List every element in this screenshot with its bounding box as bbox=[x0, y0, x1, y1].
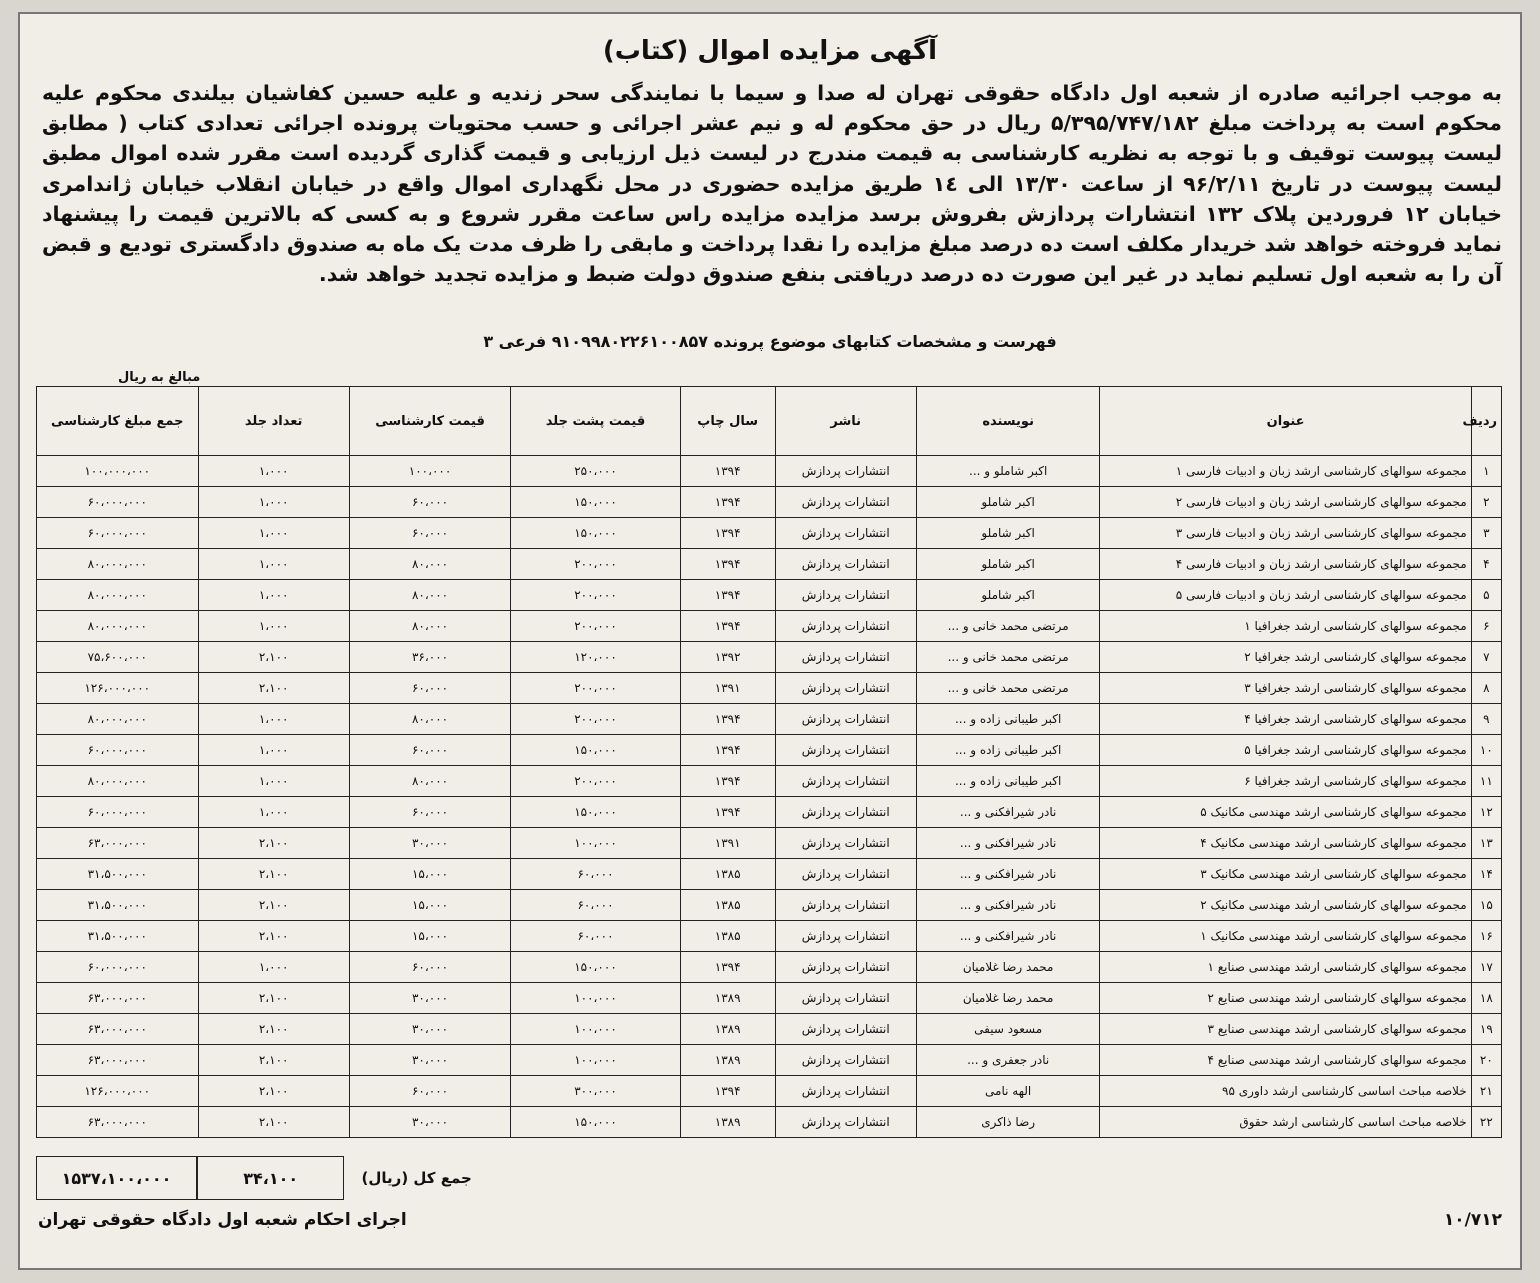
cell-total: ۶۰،۰۰۰،۰۰۰ bbox=[37, 952, 199, 983]
table-row bbox=[37, 766, 1502, 797]
cell-title: خلاصه مباحث اساسی کارشناسی ارشد حقوق bbox=[1100, 1107, 1471, 1138]
cell-row: ۱۳ bbox=[1471, 828, 1501, 859]
cell-title: مجموعه سوالهای کارشناسی ارشد زبان و ادبیات فارسی ۳ bbox=[1100, 518, 1471, 549]
cell-author: مسعود سیفی bbox=[916, 1014, 1100, 1045]
cell-year: ۱۳۹۴ bbox=[680, 549, 775, 580]
cell-cover-price: ۲۰۰،۰۰۰ bbox=[511, 549, 681, 580]
cell-volumes: ۲،۱۰۰ bbox=[198, 642, 349, 673]
header-publisher: ناشر bbox=[775, 387, 916, 456]
cell-volumes: ۱،۰۰۰ bbox=[198, 766, 349, 797]
cell-row: ۱ bbox=[1471, 456, 1501, 487]
cell-publisher: انتشارات پردازش bbox=[775, 797, 916, 828]
cell-publisher: انتشارات پردازش bbox=[775, 1014, 916, 1045]
cell-publisher: انتشارات پردازش bbox=[775, 549, 916, 580]
cell-total: ۳۱،۵۰۰،۰۰۰ bbox=[37, 859, 199, 890]
cell-volumes: ۱،۰۰۰ bbox=[198, 611, 349, 642]
cell-author: اکبر شاملو و ... bbox=[916, 456, 1100, 487]
cell-volumes: ۲،۱۰۰ bbox=[198, 1107, 349, 1138]
cell-volumes: ۲،۱۰۰ bbox=[198, 921, 349, 952]
cell-row: ۹ bbox=[1471, 704, 1501, 735]
cell-total: ۷۵،۶۰۰،۰۰۰ bbox=[37, 642, 199, 673]
cell-expert-price: ۱۵،۰۰۰ bbox=[349, 859, 510, 890]
cell-publisher: انتشارات پردازش bbox=[775, 518, 916, 549]
notice-body: به موجب اجرائیه صادره از شعبه اول دادگاه حقوقی تهران له صدا و سیما با نمایندگی سحر زندیه و علیه حسین کفاشیان بیلندی محکوم علیه محکوم است به پرداخت مبلغ ۵/۳۹۵/۷۴۷/۱۸۲ ریال در حق محکوم له و نیم عشر اجرائی و حسب محتویات پرونده اجرائی تعدادی کتاب ( مطابق لیست پیوست توقیف و با توجه به نظریه کارشناسی به قیمت مندرج در لیست ذیل ارزیابی و قیمت گذاری گردیده است مقرر شده اموال مطبق لیست پیوست در تاریخ ۹۶/۲/۱۱ از ساعت ۱۳/۳۰ الی ۱٤ طریق مزایده حضوری در محل نگهداری اموال واقع در خیابان انقلاب خیابان ژاندامری خیابان ۱۲ فروردین پلاک ۱۳۲ انتشارات پردازش بفروش برسد مزایده مزایده راس ساعت مقرر شروع و به کسی که بالاترین قیمت را پیشنهاد نماید فروخته خواهد شد خریدار مکلف است ده درصد مبلغ مزایده را نقدا پرداخت و مابقی را ظرف مدت یک ماه به صندوق دادگستری تودیع و قبض آن را به شعبه اول تسلیم نماید در غیر این صورت ده درصد دریافتی بنفع صندوق دولت ضبط و مزایده تجدید خواهد شد. bbox=[42, 81, 1502, 287]
cell-cover-price: ۲۰۰،۰۰۰ bbox=[511, 704, 681, 735]
cell-publisher: انتشارات پردازش bbox=[775, 859, 916, 890]
cell-expert-price: ۳۰،۰۰۰ bbox=[349, 1014, 510, 1045]
header-expert-price: قیمت کارشناسی bbox=[349, 387, 510, 456]
cell-expert-price: ۶۰،۰۰۰ bbox=[349, 487, 510, 518]
cell-publisher: انتشارات پردازش bbox=[775, 704, 916, 735]
cell-total: ۶۳،۰۰۰،۰۰۰ bbox=[37, 1045, 199, 1076]
cell-author: رضا ذاکری bbox=[916, 1107, 1100, 1138]
table-row bbox=[37, 487, 1502, 518]
cell-year: ۱۳۹۴ bbox=[680, 735, 775, 766]
cell-expert-price: ۸۰،۰۰۰ bbox=[349, 704, 510, 735]
notice-code: ۱۰/۷۱۲ bbox=[1443, 1210, 1502, 1230]
table-row bbox=[37, 673, 1502, 704]
cell-author: اکبر شاملو bbox=[916, 580, 1100, 611]
table-row bbox=[37, 921, 1502, 952]
cell-author: نادر شیرافکنی و ... bbox=[916, 890, 1100, 921]
cell-volumes: ۱،۰۰۰ bbox=[198, 487, 349, 518]
cell-total: ۳۱،۵۰۰،۰۰۰ bbox=[37, 890, 199, 921]
cell-cover-price: ۱۵۰،۰۰۰ bbox=[511, 487, 681, 518]
cell-author: نادر شیرافکنی و ... bbox=[916, 921, 1100, 952]
cell-cover-price: ۲۰۰،۰۰۰ bbox=[511, 611, 681, 642]
cell-expert-price: ۱۰۰،۰۰۰ bbox=[349, 456, 510, 487]
table-row bbox=[37, 704, 1502, 735]
cell-year: ۱۳۸۹ bbox=[680, 983, 775, 1014]
cell-year: ۱۳۹۴ bbox=[680, 952, 775, 983]
cell-total: ۶۳،۰۰۰،۰۰۰ bbox=[37, 983, 199, 1014]
cell-expert-price: ۶۰،۰۰۰ bbox=[349, 735, 510, 766]
cell-cover-price: ۱۰۰،۰۰۰ bbox=[511, 1045, 681, 1076]
cell-row: ۵ bbox=[1471, 580, 1501, 611]
totals-row bbox=[36, 1156, 481, 1200]
cell-publisher: انتشارات پردازش bbox=[775, 642, 916, 673]
cell-total: ۸۰،۰۰۰،۰۰۰ bbox=[37, 611, 199, 642]
cell-cover-price: ۲۵۰،۰۰۰ bbox=[511, 456, 681, 487]
table-row bbox=[37, 1045, 1502, 1076]
cell-author: اکبر شاملو bbox=[916, 518, 1100, 549]
cell-total: ۱۰۰،۰۰۰،۰۰۰ bbox=[37, 456, 199, 487]
cell-title: مجموعه سوالهای کارشناسی ارشد جغرافیا ۳ bbox=[1100, 673, 1471, 704]
cell-author: مرتضی محمد خانی و ... bbox=[916, 642, 1100, 673]
cell-volumes: ۱،۰۰۰ bbox=[198, 797, 349, 828]
table-row bbox=[37, 642, 1502, 673]
cell-volumes: ۱،۰۰۰ bbox=[198, 549, 349, 580]
notice-title: آگهی مزایده اموال (کتاب) bbox=[602, 36, 938, 66]
cell-volumes: ۱،۰۰۰ bbox=[198, 518, 349, 549]
cell-total: ۶۳،۰۰۰،۰۰۰ bbox=[37, 1107, 199, 1138]
cell-year: ۱۳۹۱ bbox=[680, 673, 775, 704]
cell-title: مجموعه سوالهای کارشناسی ارشد زبان و ادبیات فارسی ۲ bbox=[1100, 487, 1471, 518]
cell-title: مجموعه سوالهای کارشناسی ارشد مهندسی مکانیک ۵ bbox=[1100, 797, 1471, 828]
table-row bbox=[37, 1076, 1502, 1107]
table-header-row bbox=[37, 387, 1502, 456]
cell-volumes: ۲،۱۰۰ bbox=[198, 890, 349, 921]
cell-expert-price: ۶۰،۰۰۰ bbox=[349, 952, 510, 983]
cell-title: مجموعه سوالهای کارشناسی ارشد مهندسی مکانیک ۲ bbox=[1100, 890, 1471, 921]
cell-expert-price: ۶۰،۰۰۰ bbox=[349, 797, 510, 828]
cell-year: ۱۳۹۱ bbox=[680, 828, 775, 859]
cell-total: ۶۳،۰۰۰،۰۰۰ bbox=[37, 828, 199, 859]
cell-author: اکبر شاملو bbox=[916, 549, 1100, 580]
cell-year: ۱۳۹۴ bbox=[680, 611, 775, 642]
table-caption: فهرست و مشخصات کتابهای موضوع پرونده ۹۱۰۹۹۸۰۲۲۶۱۰۰۸۵۷ فرعی ۳ bbox=[483, 332, 1057, 351]
cell-expert-price: ۸۰،۰۰۰ bbox=[349, 580, 510, 611]
cell-cover-price: ۲۰۰،۰۰۰ bbox=[511, 766, 681, 797]
cell-publisher: انتشارات پردازش bbox=[775, 921, 916, 952]
cell-row: ۱۱ bbox=[1471, 766, 1501, 797]
notice-page bbox=[18, 12, 1522, 1270]
cell-row: ۱۹ bbox=[1471, 1014, 1501, 1045]
currency-note: مبالغ به ریال bbox=[118, 370, 201, 385]
cell-expert-price: ۶۰،۰۰۰ bbox=[349, 518, 510, 549]
cell-expert-price: ۸۰،۰۰۰ bbox=[349, 549, 510, 580]
cell-expert-price: ۳۰،۰۰۰ bbox=[349, 1107, 510, 1138]
cell-total: ۶۳،۰۰۰،۰۰۰ bbox=[37, 1014, 199, 1045]
table-row bbox=[37, 952, 1502, 983]
table-row bbox=[37, 797, 1502, 828]
cell-total: ۳۱،۵۰۰،۰۰۰ bbox=[37, 921, 199, 952]
header-title: عنوان bbox=[1100, 387, 1471, 456]
cell-cover-price: ۱۲۰،۰۰۰ bbox=[511, 642, 681, 673]
cell-author: اکبر طیبانی زاده و ... bbox=[916, 735, 1100, 766]
table-row bbox=[37, 828, 1502, 859]
cell-publisher: انتشارات پردازش bbox=[775, 952, 916, 983]
cell-author: الهه نامی bbox=[916, 1076, 1100, 1107]
cell-title: مجموعه سوالهای کارشناسی ارشد زبان و ادبیات فارسی ۴ bbox=[1100, 549, 1471, 580]
cell-row: ۲۲ bbox=[1471, 1107, 1501, 1138]
cell-author: اکبر طیبانی زاده و ... bbox=[916, 766, 1100, 797]
table-row bbox=[37, 580, 1502, 611]
cell-publisher: انتشارات پردازش bbox=[775, 1076, 916, 1107]
cell-cover-price: ۲۰۰،۰۰۰ bbox=[511, 673, 681, 704]
table-row bbox=[37, 1107, 1502, 1138]
cell-publisher: انتشارات پردازش bbox=[775, 828, 916, 859]
cell-year: ۱۳۹۴ bbox=[680, 797, 775, 828]
cell-author: محمد رضا غلامیان bbox=[916, 983, 1100, 1014]
cell-author: نادر شیرافکنی و ... bbox=[916, 797, 1100, 828]
cell-year: ۱۳۹۴ bbox=[680, 766, 775, 797]
table-row bbox=[37, 611, 1502, 642]
cell-title: خلاصه مباحث اساسی کارشناسی ارشد داوری ۹۵ bbox=[1100, 1076, 1471, 1107]
cell-volumes: ۱،۰۰۰ bbox=[198, 456, 349, 487]
table-row bbox=[37, 549, 1502, 580]
cell-author: نادر جعفری و ... bbox=[916, 1045, 1100, 1076]
header-volumes: تعداد جلد bbox=[198, 387, 349, 456]
cell-total: ۱۲۶،۰۰۰،۰۰۰ bbox=[37, 673, 199, 704]
cell-author: مرتضی محمد خانی و ... bbox=[916, 673, 1100, 704]
cell-total: ۱۲۶،۰۰۰،۰۰۰ bbox=[37, 1076, 199, 1107]
cell-year: ۱۳۹۲ bbox=[680, 642, 775, 673]
cell-expert-price: ۶۰،۰۰۰ bbox=[349, 673, 510, 704]
cell-cover-price: ۱۵۰،۰۰۰ bbox=[511, 735, 681, 766]
cell-publisher: انتشارات پردازش bbox=[775, 487, 916, 518]
total-label: جمع کل (ریال) bbox=[361, 1169, 472, 1187]
cell-expert-price: ۸۰،۰۰۰ bbox=[349, 766, 510, 797]
header-year: سال چاپ bbox=[680, 387, 775, 456]
table-body bbox=[37, 456, 1502, 1138]
table-row bbox=[37, 518, 1502, 549]
cell-total: ۶۰،۰۰۰،۰۰۰ bbox=[37, 735, 199, 766]
cell-year: ۱۳۸۵ bbox=[680, 859, 775, 890]
header-cover-price: قیمت پشت جلد bbox=[511, 387, 681, 456]
cell-row: ۱۸ bbox=[1471, 983, 1501, 1014]
cell-cover-price: ۱۵۰،۰۰۰ bbox=[511, 518, 681, 549]
cell-year: ۱۳۹۴ bbox=[680, 580, 775, 611]
header-row-number: ردیف bbox=[1471, 387, 1501, 456]
books-table bbox=[36, 386, 1502, 1138]
cell-cover-price: ۱۰۰،۰۰۰ bbox=[511, 983, 681, 1014]
total-volumes: ۳۴،۱۰۰ bbox=[197, 1156, 344, 1200]
cell-title: مجموعه سوالهای کارشناسی ارشد جغرافیا ۶ bbox=[1100, 766, 1471, 797]
cell-total: ۶۰،۰۰۰،۰۰۰ bbox=[37, 797, 199, 828]
cell-author: نادر شیرافکنی و ... bbox=[916, 859, 1100, 890]
cell-year: ۱۳۹۴ bbox=[680, 487, 775, 518]
cell-author: اکبر شاملو bbox=[916, 487, 1100, 518]
cell-year: ۱۳۸۹ bbox=[680, 1045, 775, 1076]
cell-expert-price: ۳۰،۰۰۰ bbox=[349, 1045, 510, 1076]
table-row bbox=[37, 859, 1502, 890]
cell-volumes: ۲،۱۰۰ bbox=[198, 673, 349, 704]
cell-volumes: ۱،۰۰۰ bbox=[198, 580, 349, 611]
cell-publisher: انتشارات پردازش bbox=[775, 735, 916, 766]
cell-row: ۱۶ bbox=[1471, 921, 1501, 952]
cell-publisher: انتشارات پردازش bbox=[775, 580, 916, 611]
cell-publisher: انتشارات پردازش bbox=[775, 611, 916, 642]
cell-title: مجموعه سوالهای کارشناسی ارشد مهندسی صنایع ۴ bbox=[1100, 1045, 1471, 1076]
cell-year: ۱۳۸۹ bbox=[680, 1107, 775, 1138]
cell-author: نادر شیرافکنی و ... bbox=[916, 828, 1100, 859]
cell-expert-price: ۳۰،۰۰۰ bbox=[349, 983, 510, 1014]
cell-cover-price: ۱۰۰،۰۰۰ bbox=[511, 828, 681, 859]
total-amount: ۱۵۳۷،۱۰۰،۰۰۰ bbox=[36, 1156, 197, 1200]
cell-year: ۱۳۹۴ bbox=[680, 518, 775, 549]
cell-volumes: ۲،۱۰۰ bbox=[198, 1014, 349, 1045]
cell-cover-price: ۳۰۰،۰۰۰ bbox=[511, 1076, 681, 1107]
cell-total: ۶۰،۰۰۰،۰۰۰ bbox=[37, 487, 199, 518]
cell-row: ۱۵ bbox=[1471, 890, 1501, 921]
cell-publisher: انتشارات پردازش bbox=[775, 673, 916, 704]
cell-expert-price: ۶۰،۰۰۰ bbox=[349, 1076, 510, 1107]
cell-publisher: انتشارات پردازش bbox=[775, 983, 916, 1014]
cell-year: ۱۳۸۹ bbox=[680, 1014, 775, 1045]
cell-title: مجموعه سوالهای کارشناسی ارشد جغرافیا ۱ bbox=[1100, 611, 1471, 642]
cell-cover-price: ۶۰،۰۰۰ bbox=[511, 890, 681, 921]
cell-cover-price: ۲۰۰،۰۰۰ bbox=[511, 580, 681, 611]
cell-volumes: ۱،۰۰۰ bbox=[198, 952, 349, 983]
cell-expert-price: ۱۵،۰۰۰ bbox=[349, 890, 510, 921]
cell-volumes: ۲،۱۰۰ bbox=[198, 1076, 349, 1107]
cell-year: ۱۳۸۵ bbox=[680, 921, 775, 952]
cell-volumes: ۲،۱۰۰ bbox=[198, 828, 349, 859]
cell-title: مجموعه سوالهای کارشناسی ارشد زبان و ادبیات فارسی ۱ bbox=[1100, 456, 1471, 487]
cell-cover-price: ۱۵۰،۰۰۰ bbox=[511, 797, 681, 828]
cell-total: ۸۰،۰۰۰،۰۰۰ bbox=[37, 766, 199, 797]
cell-total: ۶۰،۰۰۰،۰۰۰ bbox=[37, 518, 199, 549]
cell-total: ۸۰،۰۰۰،۰۰۰ bbox=[37, 704, 199, 735]
cell-row: ۳ bbox=[1471, 518, 1501, 549]
cell-row: ۱۰ bbox=[1471, 735, 1501, 766]
table-row bbox=[37, 890, 1502, 921]
cell-year: ۱۳۸۵ bbox=[680, 890, 775, 921]
cell-row: ۱۴ bbox=[1471, 859, 1501, 890]
cell-author: اکبر طیبانی زاده و ... bbox=[916, 704, 1100, 735]
cell-row: ۱۲ bbox=[1471, 797, 1501, 828]
cell-publisher: انتشارات پردازش bbox=[775, 1045, 916, 1076]
cell-title: مجموعه سوالهای کارشناسی ارشد زبان و ادبیات فارسی ۵ bbox=[1100, 580, 1471, 611]
cell-expert-price: ۳۰،۰۰۰ bbox=[349, 828, 510, 859]
cell-total: ۸۰،۰۰۰،۰۰۰ bbox=[37, 580, 199, 611]
table-row bbox=[37, 456, 1502, 487]
cell-author: محمد رضا غلامیان bbox=[916, 952, 1100, 983]
cell-publisher: انتشارات پردازش bbox=[775, 766, 916, 797]
cell-author: مرتضی محمد خانی و ... bbox=[916, 611, 1100, 642]
header-author: نویسنده bbox=[916, 387, 1100, 456]
header-total: جمع مبلغ کارشناسی bbox=[37, 387, 199, 456]
cell-row: ۱۷ bbox=[1471, 952, 1501, 983]
cell-cover-price: ۶۰،۰۰۰ bbox=[511, 859, 681, 890]
table-row bbox=[37, 1014, 1502, 1045]
cell-volumes: ۱،۰۰۰ bbox=[198, 735, 349, 766]
cell-row: ۲ bbox=[1471, 487, 1501, 518]
cell-row: ۷ bbox=[1471, 642, 1501, 673]
cell-publisher: انتشارات پردازش bbox=[775, 890, 916, 921]
cell-row: ۴ bbox=[1471, 549, 1501, 580]
cell-title: مجموعه سوالهای کارشناسی ارشد مهندسی صنایع ۱ bbox=[1100, 952, 1471, 983]
cell-total: ۸۰،۰۰۰،۰۰۰ bbox=[37, 549, 199, 580]
issuer-line: اجرای احکام شعبه اول دادگاه حقوقی تهران bbox=[38, 1210, 407, 1230]
cell-volumes: ۲،۱۰۰ bbox=[198, 983, 349, 1014]
cell-title: مجموعه سوالهای کارشناسی ارشد مهندسی مکانیک ۳ bbox=[1100, 859, 1471, 890]
cell-year: ۱۳۹۴ bbox=[680, 456, 775, 487]
cell-title: مجموعه سوالهای کارشناسی ارشد جغرافیا ۵ bbox=[1100, 735, 1471, 766]
cell-row: ۲۱ bbox=[1471, 1076, 1501, 1107]
cell-expert-price: ۸۰،۰۰۰ bbox=[349, 611, 510, 642]
cell-row: ۲۰ bbox=[1471, 1045, 1501, 1076]
cell-title: مجموعه سوالهای کارشناسی ارشد جغرافیا ۴ bbox=[1100, 704, 1471, 735]
cell-row: ۶ bbox=[1471, 611, 1501, 642]
cell-cover-price: ۱۰۰،۰۰۰ bbox=[511, 1014, 681, 1045]
cell-year: ۱۳۹۴ bbox=[680, 704, 775, 735]
table-row bbox=[37, 983, 1502, 1014]
cell-expert-price: ۳۶،۰۰۰ bbox=[349, 642, 510, 673]
cell-title: مجموعه سوالهای کارشناسی ارشد مهندسی مکانیک ۴ bbox=[1100, 828, 1471, 859]
cell-title: مجموعه سوالهای کارشناسی ارشد مهندسی صنایع ۲ bbox=[1100, 983, 1471, 1014]
cell-publisher: انتشارات پردازش bbox=[775, 1107, 916, 1138]
cell-volumes: ۲،۱۰۰ bbox=[198, 1045, 349, 1076]
cell-publisher: انتشارات پردازش bbox=[775, 456, 916, 487]
cell-cover-price: ۱۵۰،۰۰۰ bbox=[511, 952, 681, 983]
cell-title: مجموعه سوالهای کارشناسی ارشد جغرافیا ۲ bbox=[1100, 642, 1471, 673]
cell-row: ۸ bbox=[1471, 673, 1501, 704]
cell-cover-price: ۱۵۰،۰۰۰ bbox=[511, 1107, 681, 1138]
cell-cover-price: ۶۰،۰۰۰ bbox=[511, 921, 681, 952]
table-row bbox=[37, 735, 1502, 766]
cell-volumes: ۱،۰۰۰ bbox=[198, 704, 349, 735]
cell-expert-price: ۱۵،۰۰۰ bbox=[349, 921, 510, 952]
cell-volumes: ۲،۱۰۰ bbox=[198, 859, 349, 890]
cell-title: مجموعه سوالهای کارشناسی ارشد مهندسی صنایع ۳ bbox=[1100, 1014, 1471, 1045]
cell-year: ۱۳۹۴ bbox=[680, 1076, 775, 1107]
cell-title: مجموعه سوالهای کارشناسی ارشد مهندسی مکانیک ۱ bbox=[1100, 921, 1471, 952]
